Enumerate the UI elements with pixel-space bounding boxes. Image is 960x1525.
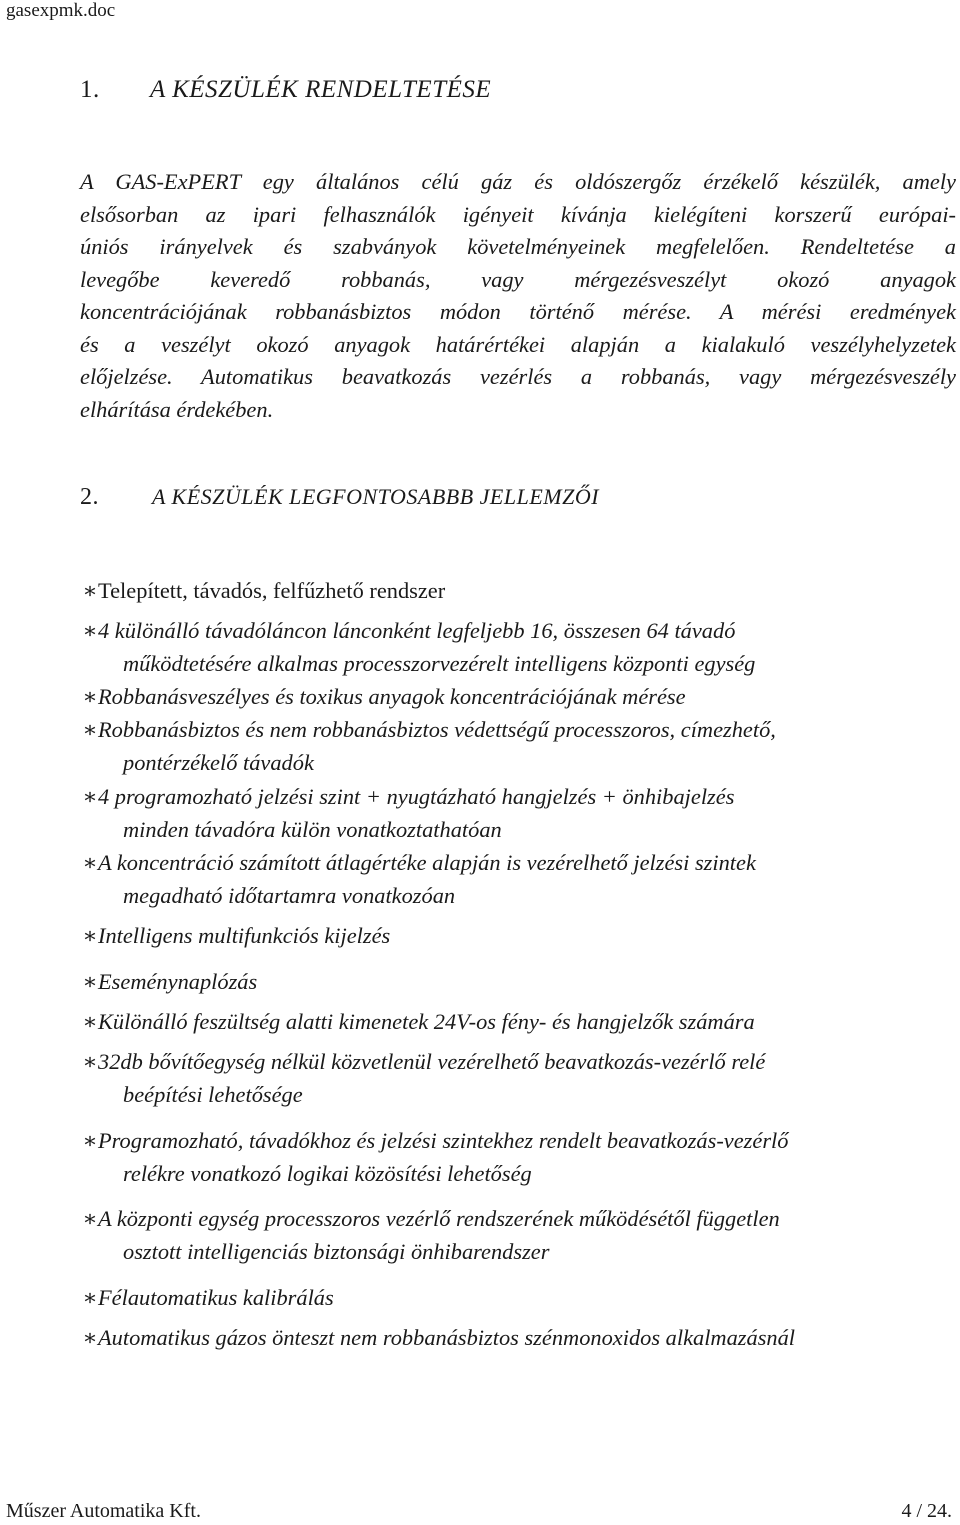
footer-page-number: 4 / 24.	[901, 1500, 952, 1522]
feature-text: Telepített, távadós, felfűzhető rendszer	[98, 578, 446, 603]
feature-list-item	[80, 1124, 960, 1190]
bullet-asterisk-icon: ∗	[82, 1049, 98, 1074]
bullet-asterisk-icon: ∗	[82, 850, 98, 875]
feature-text-continued: minden távadóra külön vonatkoztathatóan	[123, 817, 502, 842]
section-1-paragraph	[80, 166, 956, 426]
feature-text-continued: beépítési lehetősége	[123, 1082, 303, 1107]
feature-text-continued: működtetésére alkalmas processzorvezérelt intelligens központi egység	[123, 651, 756, 676]
feature-text: 4 programozható jelzési szint + nyugtázható hangjelzés + önhibajelzés	[98, 784, 735, 809]
section-1-number: 1.	[80, 76, 100, 103]
feature-list-item	[80, 846, 960, 912]
paragraph-line: úniós irányelvek és szabványok követelményeinek megfelelően. Rendeltetése a	[80, 234, 956, 259]
paragraph-line: koncentrációjának robbanásbiztos módon történő mérése. A mérési eredmények	[80, 299, 956, 324]
footer-company: Műszer Automatika Kft.	[6, 1500, 201, 1522]
feature-text: 32db bővítőegység nélkül közvetlenül vezérelhető beavatkozás-vezérlő relé	[98, 1049, 766, 1074]
feature-list-item	[80, 965, 960, 998]
feature-text: A központi egység processzoros vezérlő rendszerének működésétől független	[98, 1206, 780, 1231]
bullet-asterisk-icon: ∗	[82, 969, 98, 994]
document-filename: gasexpmk.doc	[6, 0, 116, 21]
section-2-heading	[80, 484, 599, 511]
paragraph-line: levegőbe keveredő robbanás, vagy mérgezésveszélyt okozó anyagok	[80, 266, 956, 292]
bullet-asterisk-icon: ∗	[82, 1009, 98, 1034]
feature-text: Robbanásbiztos és nem robbanásbiztos védettségű processzoros, címezhető,	[98, 717, 776, 742]
feature-list-item	[80, 680, 960, 713]
bullet-asterisk-icon: ∗	[82, 1128, 98, 1153]
feature-text: Automatikus gázos önteszt nem robbanásbiztos szénmonoxidos alkalmazásnál	[98, 1325, 796, 1350]
paragraph-line: és a veszélyt okozó anyagok határértékei alapján a kialakuló veszélyhelyzetek	[80, 331, 956, 357]
feature-text-continued: relékre vonatkozó logikai közösítési lehetőség	[123, 1161, 532, 1186]
section-1-title: A KÉSZÜLÉK RENDELTETÉSE	[150, 76, 492, 103]
bullet-asterisk-icon: ∗	[82, 1325, 98, 1350]
feature-list-item	[80, 574, 960, 607]
feature-text-continued: pontérzékelő távadók	[123, 750, 314, 775]
bullet-asterisk-icon: ∗	[82, 717, 98, 742]
feature-list-item	[80, 919, 960, 952]
section-2-title: A KÉSZÜLÉK LEGFONTOSABBB JELLEMZŐI	[152, 484, 600, 509]
feature-list-item	[80, 780, 960, 846]
bullet-asterisk-icon: ∗	[82, 618, 98, 643]
feature-list-item	[80, 614, 960, 680]
feature-list-item	[80, 1281, 960, 1314]
feature-list-item	[80, 713, 960, 779]
bullet-asterisk-icon: ∗	[82, 1285, 98, 1310]
feature-text: Félautomatikus kalibrálás	[98, 1285, 334, 1310]
feature-text: Eseménynaplózás	[98, 969, 258, 994]
paragraph-line: A GAS-ExPERT egy általános célú gáz és oldószergőz érzékelő készülék, amely	[80, 169, 956, 194]
paragraph-line: előjelzése. Automatikus beavatkozás vezérlés a robbanás, vagy mérgezésveszély	[80, 364, 956, 389]
feature-text: 4 különálló távadóláncon lánconként legfeljebb 16, összesen 64 távadó	[98, 618, 736, 643]
bullet-asterisk-icon: ∗	[82, 923, 98, 948]
feature-text-continued: osztott intelligenciás biztonsági önhibarendszer	[123, 1239, 550, 1264]
feature-text: Különálló feszültség alatti kimenetek 24V-os fény- és hangjelzők számára	[98, 1009, 755, 1034]
feature-text: A koncentráció számított átlagértéke alapján is vezérelhető jelzési szintek	[98, 850, 756, 875]
feature-text: Robbanásveszélyes és toxikus anyagok koncentrációjának mérése	[98, 684, 686, 709]
section-1-heading	[80, 76, 491, 104]
feature-text-continued: megadható időtartamra vonatkozóan	[123, 883, 456, 908]
feature-list-item	[80, 1202, 960, 1268]
bullet-asterisk-icon: ∗	[82, 684, 98, 709]
feature-list-item	[80, 1321, 960, 1354]
feature-text: Programozható, távadókhoz és jelzési szintekhez rendelt beavatkozás-vezérlő	[98, 1128, 789, 1153]
feature-text: Intelligens multifunkciós kijelzés	[98, 923, 391, 948]
feature-list-item	[80, 1005, 960, 1038]
paragraph-line: elsősorban az ipari felhasználók igényeit kívánja kielégíteni korszerű európai-	[80, 201, 956, 227]
bullet-asterisk-icon: ∗	[82, 578, 98, 603]
feature-list-item	[80, 1045, 960, 1111]
paragraph-line: elhárítása érdekében.	[80, 396, 274, 422]
bullet-asterisk-icon: ∗	[82, 784, 98, 809]
section-2-number: 2.	[80, 484, 99, 510]
bullet-asterisk-icon: ∗	[82, 1206, 98, 1231]
